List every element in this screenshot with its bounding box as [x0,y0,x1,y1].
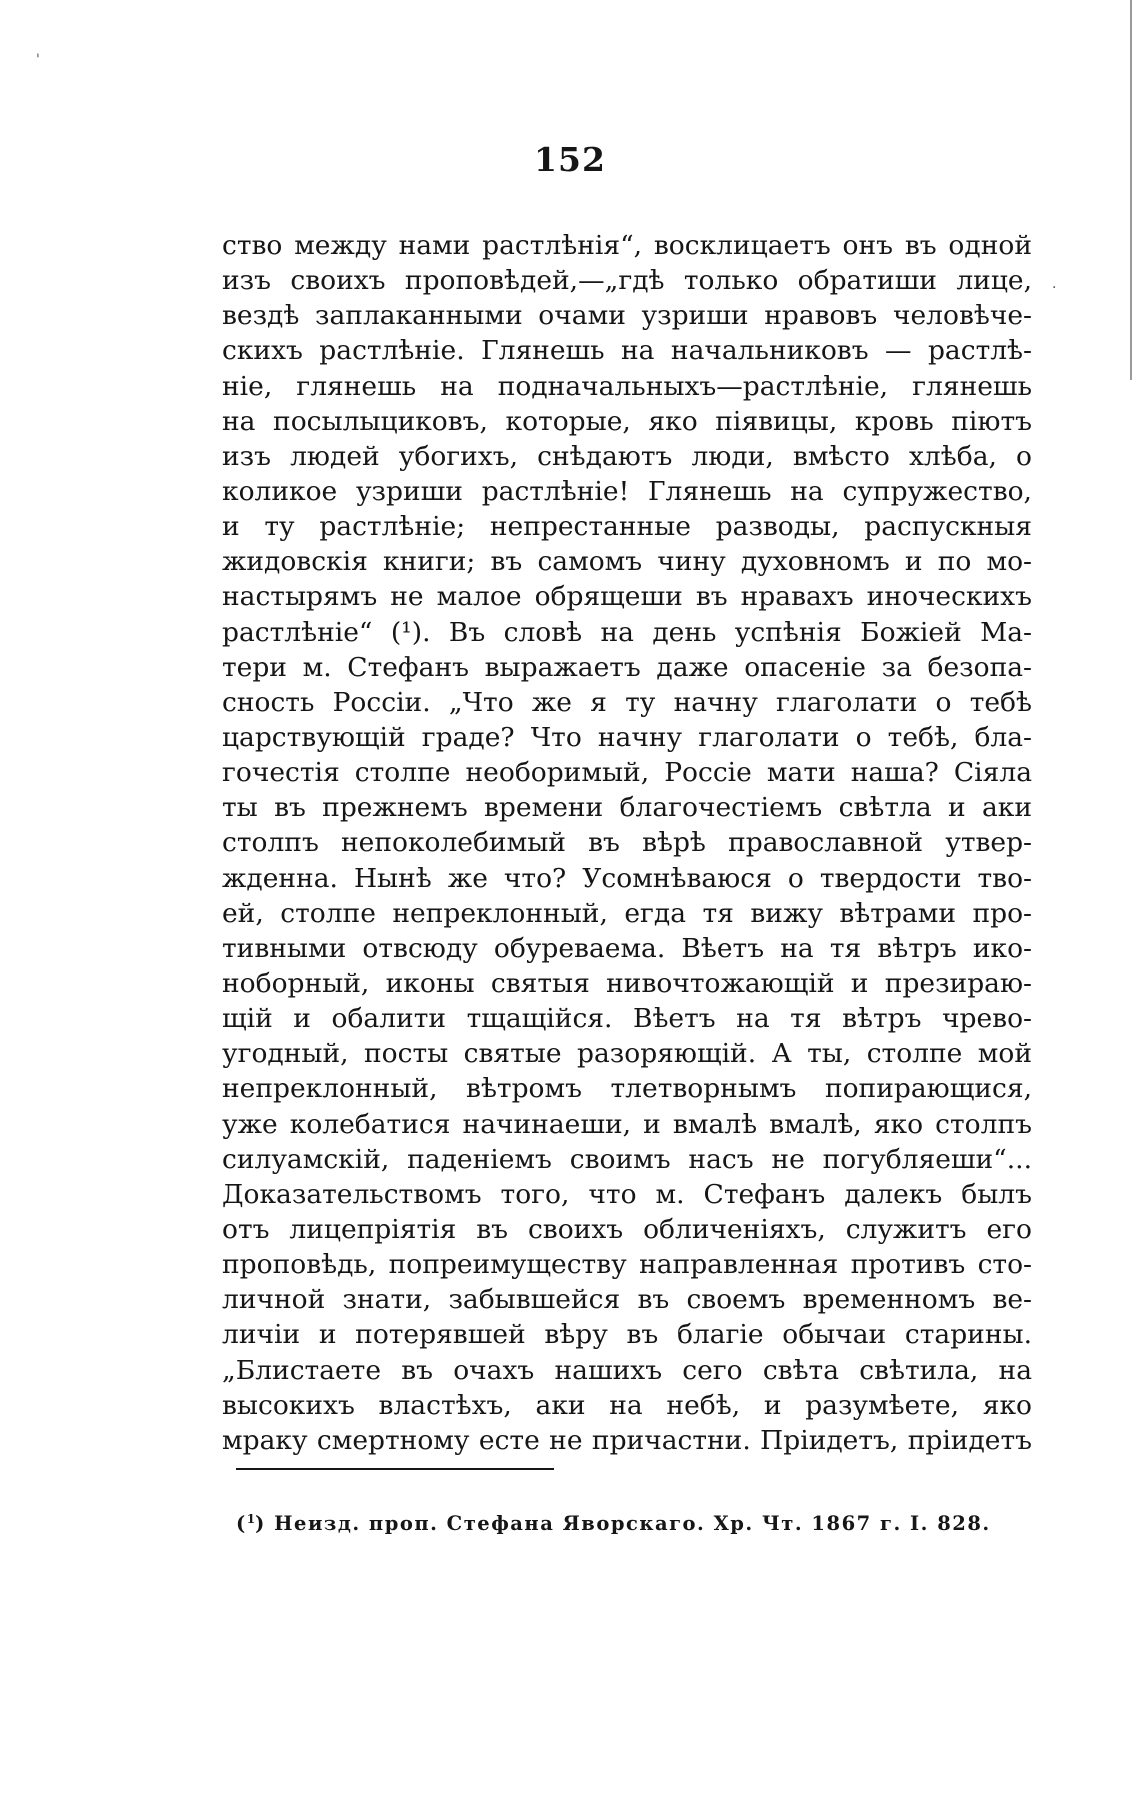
text-line: щій и обалити тщащійся. Вѣетъ на тя вѣтръ чрево- [222,1003,1032,1035]
body-text [222,228,1032,1458]
text-line: коликое узриши растлѣніе! Глянешь на супружество, [222,475,1032,507]
scan-speck: ' [36,52,40,68]
text-line: личной знати, забывшейся въ своемъ временномъ ве- [222,1284,1032,1316]
text-line: гочестія столпе необоримый, Россіе мати наша? Сіяла [222,757,1032,789]
text-line: тери м. Стефанъ выражаетъ даже опасеніе за безопа- [222,651,1032,683]
text-line: вездѣ заплаканными очами узриши нравовъ человѣче- [222,300,1032,332]
scan-edge-shadow [1130,0,1132,380]
text-line: ноборный, иконы святыя нивочтожающій и презираю- [222,967,1032,999]
text-line: тивными отвсюду обуреваема. Вѣетъ на тя вѣтръ ико- [222,932,1032,964]
text-line: непреклонный, вѣтромъ тлетворнымъ попирающися, [222,1073,1032,1105]
text-line: ей, столпе непреклонный, егда тя вижу вѣтрами про- [222,897,1032,929]
text-line: изъ людей убогихъ, снѣдаютъ люди, вмѣсто хлѣба, о [222,440,1032,472]
footnote: ($^1$) Неизд. проп. Стефана Яворскаго. Хр. Чт. 1867 г. I. 828. [236,1512,991,1535]
text-line: жденна. Нынѣ же что? Усомнѣваюся о твердости тво- [222,862,1032,894]
scan-speck: · [1052,280,1057,296]
text-line: силуамскій, паденіемъ своимъ насъ не погубляеши“... [222,1143,1032,1175]
footnote-divider [236,1468,554,1470]
text-line: растлѣніе“ (¹). Въ словѣ на день успѣнія Божіей Ма- [222,616,1032,648]
page-number: 152 [534,140,606,179]
text-line: настырямъ не малое обрящеши въ нравахъ иноческихъ [222,581,1032,613]
text-line: сность Россіи. „Что же я ту начну глаголати о тебѣ [222,686,1032,718]
text-line: „Блистаете въ очахъ нашихъ сего свѣта свѣтила, на [222,1354,1032,1386]
text-line: отъ лицепріятія въ своихъ обличеніяхъ, служитъ его [222,1213,1032,1245]
text-line: столпъ непоколебимый въ вѣрѣ православной утвер- [222,827,1032,859]
text-line: уже колебатися начинаеши, и вмалѣ вмалѣ, яко столпъ [222,1108,1032,1140]
text-line: изъ своихъ проповѣдей,—„гдѣ только обратиши лице, [222,265,1032,297]
text-line: ство между нами растлѣнія“, восклицаетъ онъ въ одной [222,230,1032,261]
text-line: угодный, посты святые разоряющій. А ты, столпе мой [222,1038,1032,1070]
text-line: жидовскія книги; въ самомъ чину духовномъ и по мо- [222,546,1032,578]
text-line: проповѣдь, попреимуществу направленная противъ сто- [222,1249,1032,1281]
text-line: высокихъ властѣхъ, аки на небѣ, и разумѣете, яко [222,1389,1032,1421]
text-line: царствующій граде? Что начну глаголати о тебѣ, бла- [222,721,1032,753]
text-line: мраку смертному есте не причастни. Пріидетъ, пріидетъ [222,1424,1032,1456]
text-line: ніе, глянешь на подначальныхъ—растлѣніе, глянешь [222,370,1032,402]
text-line: и ту растлѣніе; непрестанные разводы, распускныя [222,511,1032,543]
text-line: личіи и потерявшей вѣру въ благіе обычаи старины. [222,1319,1032,1351]
text-line: скихъ растлѣніе. Глянешь на начальниковъ — растлѣ- [222,335,1032,367]
text-line: на посылыциковъ, которые, яко піявицы, кровь піютъ [222,405,1032,437]
footnote-text: Неизд. проп. Стефана Яворскаго. Хр. Чт. 1867 г. I. 828. [274,1512,991,1535]
text-line: Доказательствомъ того, что м. Стефанъ далекъ былъ [222,1178,1032,1210]
text-line: ты въ прежнемъ времени благочестіемъ свѣтла и аки [222,792,1032,824]
footnote-marker: 1 [246,1512,256,1526]
